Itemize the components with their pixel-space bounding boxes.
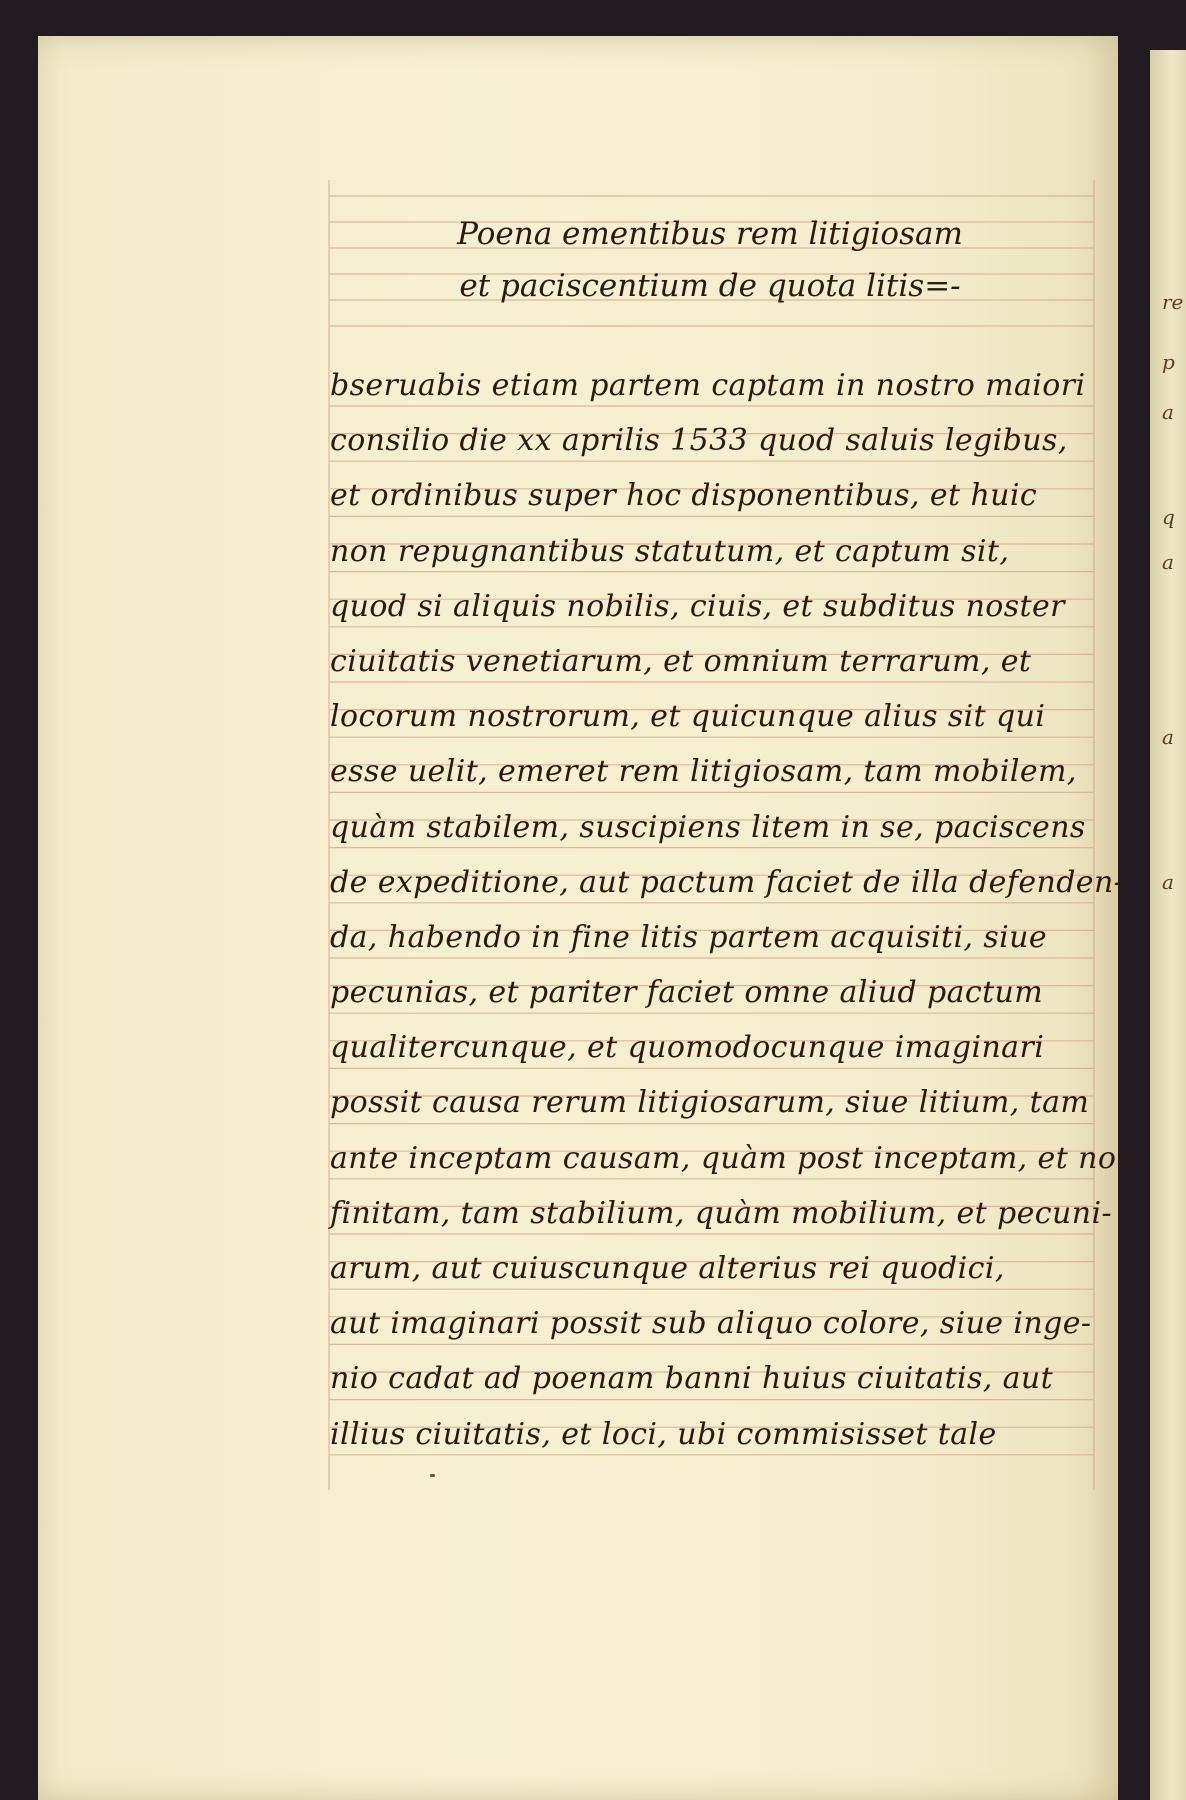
next-page-fragment: a [1162, 550, 1174, 574]
heading-line: et paciscentium de quota litis=- [459, 268, 961, 304]
text-line: quàm stabilem, suscipiens litem in se, paciscens [330, 809, 1086, 845]
text-line: nio cadat ad poenam banni huius ciuitatis, aut [330, 1361, 1054, 1397]
heading [330, 208, 1090, 312]
next-page-fragment: q [1162, 505, 1175, 529]
text-line: locorum nostrorum, et quicunque alius sit qui [330, 699, 1046, 735]
text-line: bseruabis etiam partem captam in nostro maiori [330, 368, 1086, 403]
text-line: pecunias, et pariter faciet omne aliud pactum [330, 975, 1044, 1011]
text-line: ciuitatis venetiarum, et omnium terrarum, et [330, 643, 1032, 679]
text-line: non repugnantibus statutum, et captum sit, [330, 533, 1010, 569]
heading-line: Poena ementibus rem litigiosam [457, 216, 963, 252]
main-text [330, 358, 1136, 1462]
text-line: illius ciuitatis, et loci, ubi commisisset tale [330, 1416, 997, 1452]
text-line: et ordinibus super hoc disponentibus, et huic [330, 478, 1038, 514]
text-line: finitam, tam stabilium, quàm mobilium, et pecuni- [330, 1195, 1112, 1231]
next-page-fragment: a [1162, 725, 1174, 749]
text-line: esse uelit, emeret rem litigiosam, tam mobilem, [330, 754, 1077, 790]
text-line: qualitercunque, et quomodocunque imaginari [330, 1030, 1045, 1066]
text-line: possit causa rerum litigiosarum, siue litium, tam [330, 1085, 1090, 1121]
text-line: quod si aliquis nobilis, ciuis, et subditus noster [330, 588, 1065, 624]
next-page-fragment: re [1162, 290, 1184, 314]
ink-speck [430, 1474, 435, 1477]
text-line: aut imaginari possit sub aliquo colore, siue inge- [330, 1306, 1092, 1342]
text-line: de expeditione, aut pactum faciet de illa defenden- [330, 864, 1125, 900]
next-page-fragment: a [1162, 870, 1174, 894]
next-page-fragment: p [1162, 350, 1175, 374]
text-line: arum, aut cuiuscunque alterius rei quodici, [330, 1251, 1005, 1286]
text-line: da, habendo in fine litis partem acquisiti, siue [330, 919, 1047, 955]
text-line: ante inceptam causam, quàm post inceptam, et non [330, 1140, 1136, 1176]
next-page-fragment: a [1162, 400, 1174, 424]
text-line: consilio die xx aprilis 1533 quod saluis legibus, [330, 423, 1068, 459]
